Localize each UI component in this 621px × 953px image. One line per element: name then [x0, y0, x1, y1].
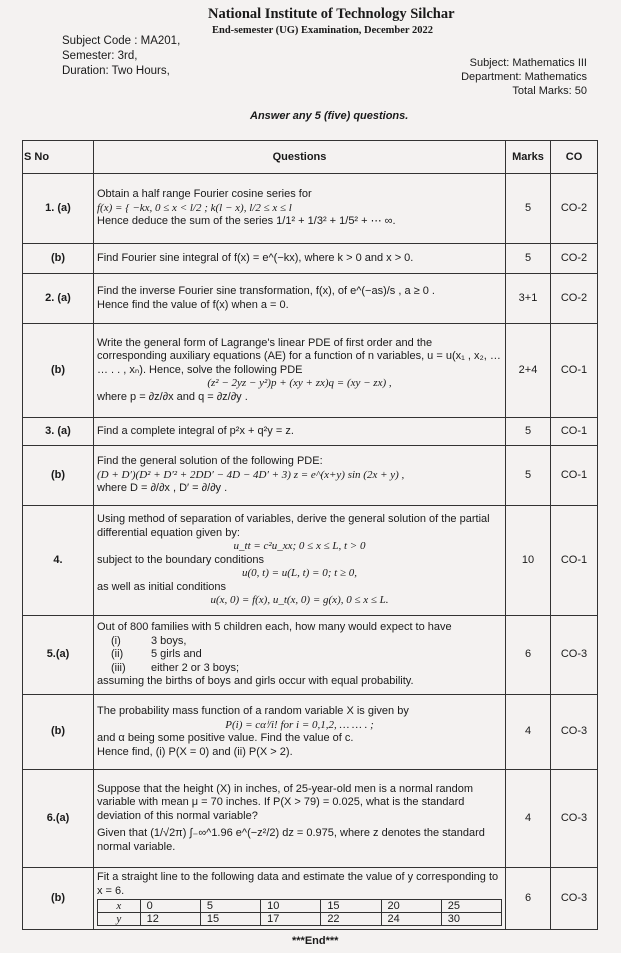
subject-code: Subject Code : MA201,	[62, 35, 181, 47]
question-number: (b)	[23, 244, 94, 274]
question-line: Using method of separation of variables, derive the general solution of the partial differential equation given by:	[97, 513, 490, 539]
marks: 10	[506, 506, 551, 616]
semester: Semester: 3rd,	[62, 50, 138, 62]
question-number: (b)	[23, 446, 94, 506]
column-header-co: CO	[551, 141, 598, 174]
marks: 2+4	[506, 324, 551, 418]
data-cell: 30	[441, 913, 501, 926]
instruction: Answer any 5 (five) questions.	[250, 110, 409, 122]
question-text	[94, 616, 506, 695]
data-label: x	[98, 900, 141, 913]
course-outcome: CO-1	[551, 324, 598, 418]
duration: Duration: Two Hours,	[62, 65, 170, 77]
data-cell: 0	[140, 900, 200, 913]
marks: 6	[506, 868, 551, 930]
department: Department: Mathematics	[461, 71, 587, 83]
question-number: 2. (a)	[23, 274, 94, 324]
data-cell: 10	[261, 900, 321, 913]
course-outcome: CO-1	[551, 446, 598, 506]
question-equation: (z² − 2yz − y²)p + (xy + zx)q = (xy − zx) ,	[207, 377, 392, 390]
question-equation: u(x, 0) = f(x), u_t(x, 0) = g(x), 0 ≤ x ≤ L.	[210, 594, 389, 607]
sub-label: (iii)	[111, 661, 126, 674]
question-line: where p = ∂z/∂x and q = ∂z/∂y .	[97, 390, 248, 403]
question-line: as well as initial conditions	[97, 580, 227, 593]
questions-table	[22, 140, 598, 930]
question-line: where D = ∂/∂x , D′ = ∂/∂y .	[97, 482, 228, 495]
marks: 5	[506, 418, 551, 446]
question-equation: u_tt = c²u_xx; 0 ≤ x ≤ L, t > 0	[233, 540, 366, 553]
question-number: 4.	[23, 506, 94, 616]
data-cell: 25	[441, 900, 501, 913]
column-header-sno: S No	[23, 141, 94, 174]
marks: 3+1	[506, 274, 551, 324]
question-text	[94, 770, 506, 868]
column-header-questions: Questions	[94, 141, 506, 174]
course-outcome: CO-3	[551, 770, 598, 868]
question-number: 3. (a)	[23, 418, 94, 446]
question-line: Hence find, (i) P(X = 0) and (ii) P(X > 2).	[97, 745, 293, 758]
question-line: assuming the births of boys and girls occur with equal probability.	[97, 675, 414, 688]
question-line: and α being some positive value. Find the value of c.	[97, 732, 354, 744]
table-row	[23, 174, 598, 244]
exam-info-left	[62, 34, 180, 79]
question-text: Find Fourier sine integral of f(x) = e^(−kx), where k > 0 and x > 0.	[94, 244, 506, 274]
table-row	[23, 324, 598, 418]
exam-info-right	[461, 56, 587, 98]
question-number: 5.(a)	[23, 616, 94, 695]
data-table	[97, 899, 502, 926]
question-equation: P(i) = cαⁱ/i! for i = 0,1,2, … … . ;	[225, 718, 374, 731]
data-cell: 24	[381, 913, 441, 926]
end-marker: ***End***	[292, 935, 339, 947]
data-cell: 15	[321, 900, 381, 913]
course-outcome: CO-2	[551, 174, 598, 244]
data-cell: 22	[321, 913, 381, 926]
marks: 5	[506, 446, 551, 506]
question-line: Write the general form of Lagrange's linear PDE of first order and the corresponding auxiliary equations (AE) for a function of n variables, u = u(x₁ , x₂, … … . . , xₙ). Hence, solve the following PDE	[97, 336, 501, 376]
total-marks: Total Marks: 50	[512, 85, 587, 97]
table-row	[23, 274, 598, 324]
data-label: y	[98, 913, 141, 926]
table-row	[23, 418, 598, 446]
exam-title: End-semester (UG) Examination, December 2022	[212, 25, 433, 36]
question-line: Out of 800 families with 5 children each, how many would expect to have	[97, 621, 452, 634]
question-equation: (D + D′)(D² + D′² + 2DD′ − 4D − 4D′ + 3) z = e^(x+y) sin (2x + y) ,	[97, 468, 405, 481]
data-cell: 5	[200, 900, 260, 913]
data-cell: 20	[381, 900, 441, 913]
question-line: The probability mass function of a random variable X is given by	[97, 705, 409, 717]
question-line: Hence deduce the sum of the series 1/1² + 1/3² + 1/5² + ⋯ ∞.	[97, 215, 396, 228]
question-line: 3 boys,	[151, 634, 187, 647]
marks: 4	[506, 770, 551, 868]
question-text	[94, 174, 506, 244]
question-number: (b)	[23, 695, 94, 770]
data-cell: 15	[200, 913, 260, 926]
question-line: Suppose that the height (X) in inches, of 25-year-old men is a normal random variable with mean μ = 70 inches. If P(X > 79) = 0.025, what is the standard deviation of this normal variable?	[97, 782, 474, 822]
question-line: Find the inverse Fourier sine transformation, f(x), of e^(−as)/s , a ≥ 0 .	[97, 285, 435, 297]
question-text	[94, 274, 506, 324]
marks: 6	[506, 616, 551, 695]
institute-name: National Institute of Technology Silchar	[208, 6, 455, 22]
course-outcome: CO-3	[551, 868, 598, 930]
marks: 5	[506, 244, 551, 274]
question-line: Find the general solution of the following PDE:	[97, 455, 323, 468]
question-text	[94, 324, 506, 418]
marks: 5	[506, 174, 551, 244]
question-number: (b)	[23, 868, 94, 930]
table-row	[23, 695, 598, 770]
course-outcome: CO-1	[551, 506, 598, 616]
question-text	[94, 695, 506, 770]
subject: Subject: Mathematics III	[469, 57, 587, 69]
course-outcome: CO-2	[551, 244, 598, 274]
table-row	[23, 770, 598, 868]
data-cell: 12	[140, 913, 200, 926]
course-outcome: CO-1	[551, 418, 598, 446]
column-header-marks: Marks	[506, 141, 551, 174]
data-row-x	[98, 900, 502, 913]
course-outcome: CO-2	[551, 274, 598, 324]
course-outcome: CO-3	[551, 695, 598, 770]
question-line: Fit a straight line to the following data and estimate the value of y corresponding to x = 6.	[97, 871, 499, 897]
question-text: Find a complete integral of p²x + q²y = z.	[94, 418, 506, 446]
question-line: Given that (1/√2π) ∫₋∞^1.96 e^(−z²/2) dz = 0.975, where z denotes the standard normal variable.	[97, 827, 485, 853]
sub-label: (i)	[111, 634, 121, 647]
question-text	[94, 446, 506, 506]
question-text	[94, 506, 506, 616]
course-outcome: CO-3	[551, 616, 598, 695]
table-row	[23, 868, 598, 930]
question-equation: u(0, t) = u(L, t) = 0; t ≥ 0,	[242, 567, 357, 580]
marks: 4	[506, 695, 551, 770]
question-number: 1. (a)	[23, 174, 94, 244]
question-equation: f(x) = { −kx, 0 ≤ x < l/2 ; k(l − x), l/2 ≤ x ≤ l	[97, 201, 292, 214]
table-row	[23, 506, 598, 616]
table-row	[23, 244, 598, 274]
sub-label: (ii)	[111, 648, 124, 661]
question-number: (b)	[23, 324, 94, 418]
question-line: 5 girls and	[151, 648, 202, 661]
table-row	[23, 446, 598, 506]
data-cell: 17	[261, 913, 321, 926]
question-line: either 2 or 3 boys;	[151, 661, 240, 674]
question-line: Hence find the value of f(x) when a = 0.	[97, 298, 289, 311]
question-line: subject to the boundary conditions	[97, 553, 264, 566]
table-row	[23, 616, 598, 695]
table-header	[23, 141, 598, 174]
question-text	[94, 868, 506, 930]
data-row-y	[98, 913, 502, 926]
question-number: 6.(a)	[23, 770, 94, 868]
question-line: Obtain a half range Fourier cosine series for	[97, 188, 312, 201]
